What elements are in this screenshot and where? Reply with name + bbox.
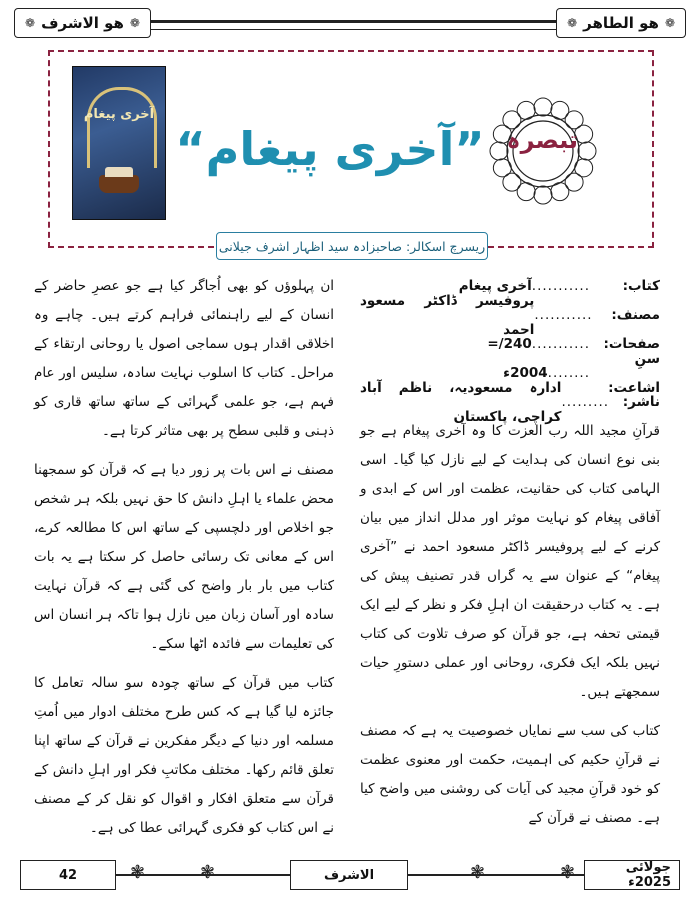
petal-icon bbox=[493, 159, 511, 177]
paragraph: مصنف نے اس بات پر زور دیا ہے کہ قرآن کو سمجھنا محض علماء یا اہلِ دانش کا حق نہیں بلکہ ہر شخص جو اخلاص اور دلچسپی کے ساتھ اس کا مطالعہ کرے، اس کے معانی تک رسائی حاصل کر سکتا ہے یہ بات کتاب میں بار بار واضح کی گئی ہے کہ قرآن نہایت سادہ اور آسان زبان میں نازل ہوا تاکہ ہر انسان اس کی تعلیمات سے فائدہ اٹھا سکے۔ bbox=[34, 462, 334, 652]
metadata-label: صفحات: bbox=[603, 336, 660, 352]
metadata-label: کتاب: bbox=[622, 278, 660, 294]
petal-icon bbox=[578, 142, 596, 160]
metadata-value: 2004ء bbox=[503, 365, 548, 381]
metadata-value: ادارہ مسعودیہ، ناظم آباد کراچی، پاکستان bbox=[360, 379, 562, 425]
metadata-leader: ........... bbox=[534, 307, 593, 323]
metadata-label: مصنف: bbox=[611, 307, 660, 323]
petal-icon bbox=[551, 183, 569, 201]
flower-ornament-icon: ❃ bbox=[200, 862, 216, 883]
reviewer-credit: ریسرچ اسکالر: صاحبزادہ سید اظہار اشرف جیلانی bbox=[216, 232, 488, 260]
header-label-left: ❁ ھو الاشرف ❁ bbox=[14, 8, 151, 38]
metadata-leader: ........... bbox=[531, 278, 590, 294]
petal-icon bbox=[517, 101, 535, 119]
flower-ornament-icon: ❃ bbox=[470, 862, 486, 883]
metadata-leader: ........ bbox=[547, 365, 590, 381]
ornament-icon: ❁ bbox=[129, 16, 140, 30]
ornament-icon: ❁ bbox=[567, 16, 578, 30]
metadata-value: آخری پیغام bbox=[458, 278, 532, 294]
header-rule bbox=[120, 20, 580, 30]
flower-ornament-icon: ❃ bbox=[560, 862, 576, 883]
running-header bbox=[0, 0, 700, 40]
header-label-right: ❁ ھو الطاھر ❁ bbox=[556, 8, 686, 38]
running-footer bbox=[0, 852, 700, 892]
petal-icon bbox=[490, 142, 508, 160]
quran-icon bbox=[99, 175, 139, 193]
metadata-row bbox=[360, 379, 660, 425]
magazine-name: الاشرف bbox=[290, 860, 408, 890]
review-title: ”آخری پیغام“ bbox=[175, 122, 485, 176]
right-column bbox=[360, 272, 660, 843]
left-column bbox=[34, 272, 334, 853]
book-metadata bbox=[360, 272, 660, 425]
paragraph: کتاب کی سب سے نمایاں خصوصیت یہ ہے کہ مصنف نے قرآنِ حکیم کی اہمیت، حکمت اور معنوی عظمت کو خود قرآنِ مجید کی آیات کی روشنی میں واضح کیا ہے۔ مصنف نے قرآن کے bbox=[360, 723, 660, 826]
metadata-label: ناشر: bbox=[622, 394, 660, 410]
cover-title: آخری پیغام bbox=[83, 107, 155, 122]
metadata-value: پروفیسر ڈاکٹر مسعود احمد bbox=[360, 292, 535, 338]
metadata-leader: ........... bbox=[531, 336, 590, 352]
book-cover-image bbox=[72, 66, 166, 220]
page-number: 42 bbox=[20, 860, 116, 890]
paragraph: قرآنِ مجید اللہ رب العزت کا وہ آخری پیغام ہے جو بنی نوع انسان کی ہدایت کے لیے نازل کیا گیا۔ اسی الہامی کتاب کی حقانیت، عظمت اور اس کے ابدی و آفاقی پیغام کو نہایت موثر اور مدلل انداز میں بیان کرنے کے لیے پروفیسر ڈاکٹر مسعود احمد نے ”آخری پیغام“ کے عنوان سے یہ گراں قدر تصنیف پیش کی ہے۔ یہ کتاب درحقیقت ان اہلِ فکر و نظر کے لیے ایک قیمتی تحفہ ہے، جو قرآن کو صرف تلاوت کی کتاب نہیں بلکہ ایک فکری، روحانی اور عملی دستورِ حیات سمجھتے ہیں۔ bbox=[360, 423, 660, 700]
paragraph: ان پہلوؤں کو بھی اُجاگر کیا ہے جو عصرِ حاضر کے انسان کے لیے راہنمائی فراہم کرتے ہیں۔ چاہے وہ اخلاقی اقدار ہوں سماجی اصول یا روحانی ارتقاء کے مراحل۔ کتاب کا اسلوب نہایت سادہ، سلیس اور عام فہم ہے، جو علمی گہرائی کے ساتھ ساتھ قاری کو ذہنی و قلبی سطح پر بھی متاثر کرتا ہے۔ bbox=[34, 278, 334, 439]
cover-arch-graphic bbox=[87, 87, 157, 168]
petal-icon bbox=[534, 98, 552, 116]
ornament-icon: ❁ bbox=[664, 16, 675, 30]
paragraph: کتاب میں قرآن کے ساتھ چودہ سو سالہ تعامل کا جائزہ لیا گیا ہے کہ کس طرح مختلف ادوار میں اُمتِ مسلمہ اور دنیا کے دیگر مفکرین نے قرآن کے ساتھ اپنا تعلق قائم رکھا۔ مختلف مکاتبِ فکر اور اہلِ دانش کے قرآن سے متعلق افکار و اقوال کو نقل کر کے مصنف نے اس کتاب کو فکری گہرائی عطا کی ہے۔ bbox=[34, 675, 334, 836]
issue-date: جولائی 2025ء bbox=[584, 860, 680, 890]
section-label: تبصرہ bbox=[506, 126, 578, 154]
ornament-icon: ❁ bbox=[25, 16, 36, 30]
petal-icon bbox=[534, 186, 552, 204]
metadata-row bbox=[360, 292, 660, 338]
metadata-leader: ......... bbox=[561, 394, 610, 410]
flower-ornament-icon: ❃ bbox=[130, 862, 146, 883]
metadata-label: سنِ اشاعت: bbox=[608, 350, 660, 396]
metadata-value: 240/= bbox=[487, 336, 532, 352]
